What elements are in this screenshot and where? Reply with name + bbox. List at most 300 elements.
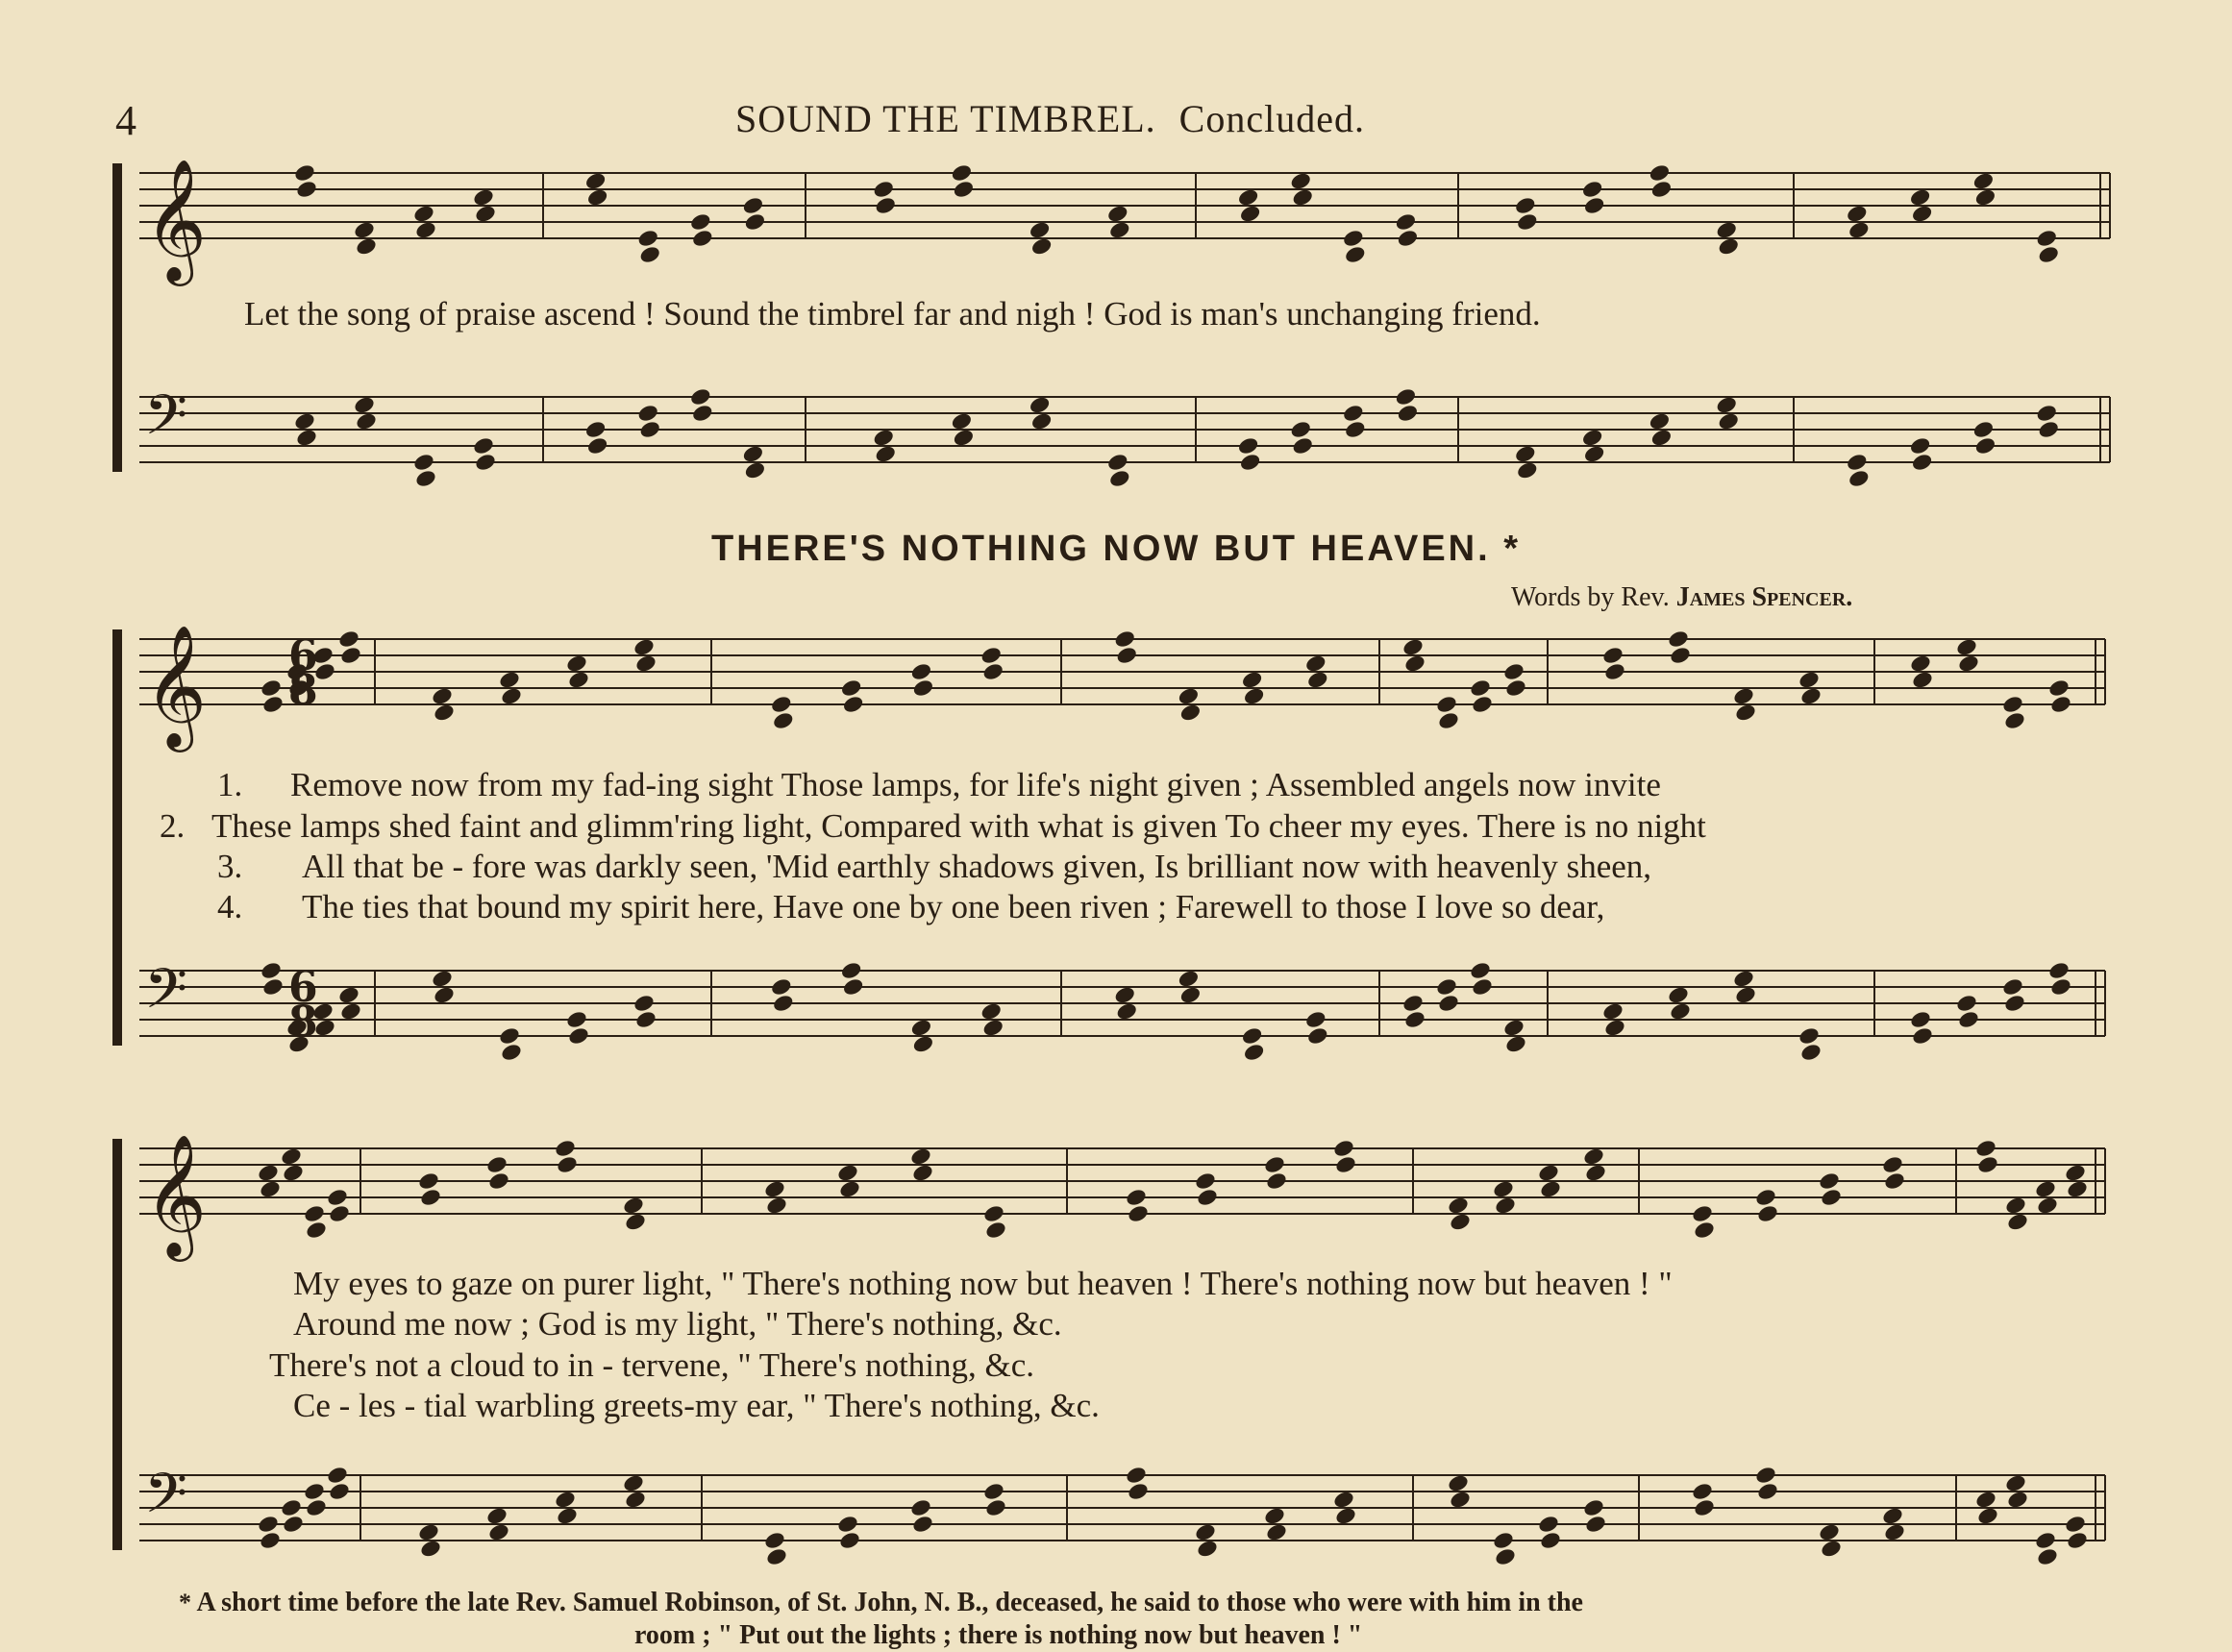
note-icon [1715,220,1738,240]
note-icon [765,1196,788,1216]
note-icon [2064,1514,2087,1534]
hymn-title: THERE'S NOTHING NOW BUT HEAVEN. * [710,529,1522,569]
note-icon [414,220,437,240]
note-icon [2037,419,2060,439]
note-icon [1516,460,1539,481]
note-icon [1437,993,1460,1013]
note-icon [2034,1179,2057,1199]
note-icon [770,976,793,997]
note-icon [1649,428,1673,448]
refrain-line-3: There's not a cloud to in - tervene, " There's nothing, &c. [269,1346,1035,1384]
note-icon [2001,694,2024,714]
note-icon [691,403,714,423]
note-icon [840,678,863,698]
note-icon [1717,411,1740,431]
note-icon [261,694,285,714]
note-icon [1115,645,1138,665]
note-icon [1820,1187,1843,1207]
note-icon [1178,985,1202,1005]
running-title-sub: Concluded. [1178,97,1365,140]
verse-3-number: 3. [217,848,243,885]
note-icon [498,670,521,690]
note-icon [840,960,863,980]
note-icon [909,1497,932,1517]
note-icon [1494,1546,1517,1566]
note-icon [584,171,608,191]
verse-3-line: All that be - fore was darkly seen, 'Mid earthly shadows given, Is brilliant now with heavenly sheen, [302,848,1652,885]
note-icon [337,629,360,649]
note-icon [1194,1171,1217,1191]
note-icon [1030,411,1054,431]
note-icon [1667,985,1690,1005]
note-icon [339,1001,362,1022]
note-icon [2006,1212,2029,1232]
note-icon [763,1530,786,1550]
note-icon [433,985,456,1005]
note-icon [632,993,656,1013]
note-icon [1263,1506,1286,1526]
note-icon [1848,468,1871,488]
note-icon [1603,1018,1626,1038]
note-icon [952,428,975,448]
note-icon [1289,171,1312,191]
note-icon [874,195,897,215]
note-icon [1243,1042,1266,1062]
note-icon [485,1506,508,1526]
note-icon [1601,1001,1624,1022]
note-icon [632,637,656,657]
note-icon [772,993,795,1013]
note-icon [1846,452,1869,472]
note-icon [982,1203,1005,1223]
note-icon [1537,1514,1560,1534]
note-icon [842,976,865,997]
note-icon [257,1163,280,1183]
note-icon [417,1522,440,1542]
note-icon [353,220,376,240]
note-icon [624,1212,647,1232]
note-icon [1669,1001,1692,1022]
note-icon [1798,1025,1821,1046]
note-icon [1734,703,1757,723]
note-icon [911,1034,934,1054]
note-icon [1306,670,1329,690]
note-icon [1909,435,1932,456]
note-icon [1649,179,1673,199]
note-icon [1516,211,1539,232]
note-icon [1127,1203,1150,1223]
note-icon [293,411,316,431]
time-signature-denominator: 8 [288,666,318,715]
note-icon [1469,678,1492,698]
note-icon [2004,1473,2027,1493]
note-icon [624,1490,647,1510]
note-icon [355,236,378,257]
note-icon [1113,985,1136,1005]
note-icon [2036,1196,2059,1216]
note-icon [1582,1147,1605,1167]
note-icon [1115,1001,1138,1022]
note-icon [261,976,285,997]
note-icon [1178,703,1202,723]
note-icon [1799,686,1823,706]
note-icon [554,1138,577,1158]
verse-1-number: 1. [217,766,243,803]
note-icon [2003,710,2026,730]
note-icon [1403,653,1426,674]
note-icon [1504,678,1527,698]
note-icon [1334,1506,1357,1526]
note-icon [431,686,454,706]
note-icon [741,195,764,215]
note-icon [1471,694,1494,714]
note-icon [911,678,934,698]
note-icon [1401,637,1425,657]
note-icon [1108,220,1131,240]
note-icon [980,645,1003,665]
treble-clef-icon: 𝄞 [144,624,208,747]
bass-clef-icon: 𝄢 [144,1461,188,1540]
note-icon [1537,1163,1560,1183]
note-icon [1972,419,1995,439]
note-icon [772,710,795,730]
note-icon [691,228,714,248]
note-icon [1127,1481,1150,1501]
bass-clef-icon: 𝄢 [144,956,188,1035]
note-icon [1717,236,1740,257]
note-icon [872,179,895,199]
note-icon [2003,993,2026,1013]
note-icon [836,1514,859,1534]
note-icon [565,653,588,674]
note-icon [1304,1009,1327,1029]
note-icon [1756,1203,1779,1223]
note-icon [1471,976,1494,997]
note-icon [257,1514,280,1534]
note-icon [567,670,590,690]
note-icon [980,1001,1003,1022]
note-icon [554,1490,577,1510]
note-icon [1030,236,1054,257]
note-icon [565,1009,588,1029]
credit-author: James Spencer. [1675,582,1853,612]
note-icon [622,1196,645,1216]
note-icon [1291,187,1314,208]
verse-4-number: 4. [217,888,243,925]
note-icon [556,1506,579,1526]
note-icon [634,653,657,674]
note-icon [1909,1009,1932,1029]
note-icon [1108,468,1131,488]
note-icon [982,1481,1005,1501]
note-icon [1196,1539,1219,1559]
note-icon [1955,993,1978,1013]
note-icon [636,403,659,423]
note-icon [485,1154,508,1174]
note-icon [1581,179,1604,199]
note-icon [1177,969,1200,989]
note-icon [259,1179,282,1199]
note-icon [474,452,497,472]
note-icon [1881,1506,1904,1526]
note-icon [1449,1212,1472,1232]
note-icon [1669,645,1692,665]
note-icon [1539,1530,1562,1550]
note-icon [1957,653,1980,674]
note-icon [1502,661,1525,681]
note-icon [1911,452,1934,472]
note-icon [412,452,435,472]
note-icon [1237,435,1260,456]
note-icon [584,419,608,439]
note-icon [2034,1530,2057,1550]
note-icon [1972,171,1995,191]
note-icon [2066,1179,2089,1199]
note-icon [1492,1530,1515,1550]
note-icon [1469,960,1492,980]
note-icon [741,444,764,464]
note-icon [500,1042,523,1062]
note-icon [1492,1179,1515,1199]
note-icon [305,1220,328,1240]
note-icon [353,395,376,415]
note-icon [280,1497,303,1517]
note-icon [328,1481,351,1501]
note-icon [1437,710,1460,730]
note-icon [1584,1514,1607,1534]
note-icon [1394,386,1417,407]
note-icon [1909,653,1932,674]
note-icon [2049,976,2072,997]
note-icon [1691,1481,1714,1501]
note-icon [689,386,712,407]
note-icon [1911,204,1934,224]
note-icon [2036,1546,2059,1566]
page-number: 4 [115,97,136,144]
note-icon [1818,1171,1841,1191]
note-icon [765,1546,788,1566]
verse-2-number: 2. [160,807,186,845]
note-icon [984,1497,1007,1517]
footnote-line-1 [179,1588,1583,1618]
note-icon [414,468,437,488]
bass-clef-icon: 𝄢 [144,382,188,461]
note-icon [1909,187,1932,208]
time-signature-numerator: 6 [288,963,318,1012]
note-icon [295,179,318,199]
note-icon [417,1171,440,1191]
note-icon [259,1530,282,1550]
note-icon [1976,1154,1999,1174]
note-icon [328,1203,351,1223]
note-icon [1911,670,1934,690]
note-icon [984,1220,1007,1240]
note-icon [1667,629,1690,649]
note-icon [1883,1171,1906,1191]
note-icon [1449,1490,1472,1510]
note-icon [1306,1025,1329,1046]
note-icon [874,444,897,464]
note-icon [472,187,495,208]
note-icon [2004,1196,2027,1216]
note-icon [1113,629,1136,649]
note-icon [337,985,360,1005]
note-icon [1106,452,1129,472]
note-icon [260,960,283,980]
note-icon [1494,1196,1517,1216]
note-icon [412,204,435,224]
note-icon [1263,1154,1286,1174]
note-icon [1334,1154,1357,1174]
note-icon [743,211,766,232]
note-icon [1241,670,1264,690]
note-icon [303,1203,326,1223]
treble-clef-icon: 𝄞 [144,1133,208,1256]
note-icon [1435,694,1458,714]
note-icon [836,1163,859,1183]
song1-lyric-line: Let the song of praise ascend ! Sound the timbrel far and nigh ! God is man's unchanging friend. [244,295,1541,333]
verse-1-line: Remove now from my fad-ing sight Those lamps, for life's night given ; Assembled angels now invite [290,766,1661,803]
note-icon [911,1163,934,1183]
note-icon [1304,653,1327,674]
note-icon [1514,444,1537,464]
note-icon [339,645,362,665]
note-icon [326,1465,349,1485]
note-icon [419,1187,442,1207]
note-icon [1798,670,1821,690]
verse-4-line: The ties that bound my spirit here, Have one by one been riven ; Farewell to those I love so dear, [302,888,1605,925]
note-icon [638,244,661,264]
note-icon [622,1473,645,1493]
note-icon [950,411,973,431]
note-icon [1732,969,1755,989]
note-icon [1239,204,1262,224]
note-icon [1289,419,1312,439]
note-icon [1799,1042,1823,1062]
note-icon [981,661,1004,681]
note-icon [1239,452,1262,472]
note-icon [282,1163,305,1183]
note-icon [1243,686,1266,706]
note-icon [1435,976,1458,997]
note-icon [419,1539,442,1559]
note-icon [433,703,456,723]
note-icon [1514,195,1537,215]
note-icon [1582,1497,1605,1517]
note-icon [1447,1473,1470,1493]
note-icon [1447,1196,1470,1216]
note-icon [1401,993,1425,1013]
note-icon [1344,244,1367,264]
note-icon [1846,204,1869,224]
note-icon [872,428,895,448]
note-icon [586,187,609,208]
note-icon [1194,1522,1217,1542]
note-icon [1584,1163,1607,1183]
note-icon [1693,1220,1716,1240]
note-icon [500,686,523,706]
note-icon [1955,637,1978,657]
note-icon [487,1171,510,1191]
note-icon [2001,976,2024,997]
note-icon [1396,403,1419,423]
footnote-line-2: room ; " Put out the lights ; there is nothing now but heaven ! " [634,1620,1363,1650]
note-icon [1732,686,1755,706]
note-icon [1976,1506,1999,1526]
note-icon [1734,985,1757,1005]
note-icon [1125,1465,1148,1485]
time-signature-denominator: 8 [288,998,318,1047]
refrain-line-2: Around me now ; God is my light, " There's nothing, &c. [293,1305,1062,1343]
note-icon [1974,1490,1997,1510]
note-icon [1332,1138,1355,1158]
note-icon [634,1009,657,1029]
refrain-line-1: My eyes to gaze on purer light, " There's nothing now but heaven ! There's nothing now but heaven ! " [293,1265,1673,1302]
note-icon [2035,228,2058,248]
note-icon [295,428,318,448]
note-icon [1974,1138,1997,1158]
note-icon [260,678,283,698]
note-icon [1237,187,1260,208]
note-icon [1648,411,1671,431]
note-icon [911,1514,934,1534]
note-icon [567,1025,590,1046]
note-icon [2037,244,2060,264]
note-icon [1125,1187,1148,1207]
footnote-marker: * [179,1589,191,1616]
note-icon [1715,395,1738,415]
note-icon [1394,211,1417,232]
note-icon [1029,220,1052,240]
note-icon [1106,204,1129,224]
note-icon [638,419,661,439]
note-icon [1502,1018,1525,1038]
note-icon [355,411,378,431]
note-icon [909,1018,932,1038]
note-icon [763,1179,786,1199]
running-title-main: SOUND THE TIMBREL. [735,97,1156,140]
note-icon [636,228,659,248]
note-icon [770,694,793,714]
note-icon [1342,403,1365,423]
note-icon [1957,1009,1980,1029]
note-icon [743,460,766,481]
note-icon [838,1530,861,1550]
note-icon [2049,694,2072,714]
note-icon [303,1481,326,1501]
note-icon [474,204,497,224]
note-icon [1403,1009,1426,1029]
note-icon [1342,228,1365,248]
note-icon [1332,1490,1355,1510]
note-icon [1601,645,1624,665]
credit-prefix: Words by Rev. [1511,582,1670,612]
note-icon [842,694,865,714]
note-icon [487,1522,510,1542]
note-icon [1818,1522,1841,1542]
note-icon [472,435,495,456]
note-icon [1583,195,1606,215]
note-icon [909,661,932,681]
hymn-credit [1511,582,1852,613]
note-icon [1177,686,1200,706]
note-icon [431,969,454,989]
note-icon [2064,1163,2087,1183]
note-icon [1504,1034,1527,1054]
note-icon [2047,678,2071,698]
note-icon [2047,960,2071,980]
note-icon [1881,1154,1904,1174]
